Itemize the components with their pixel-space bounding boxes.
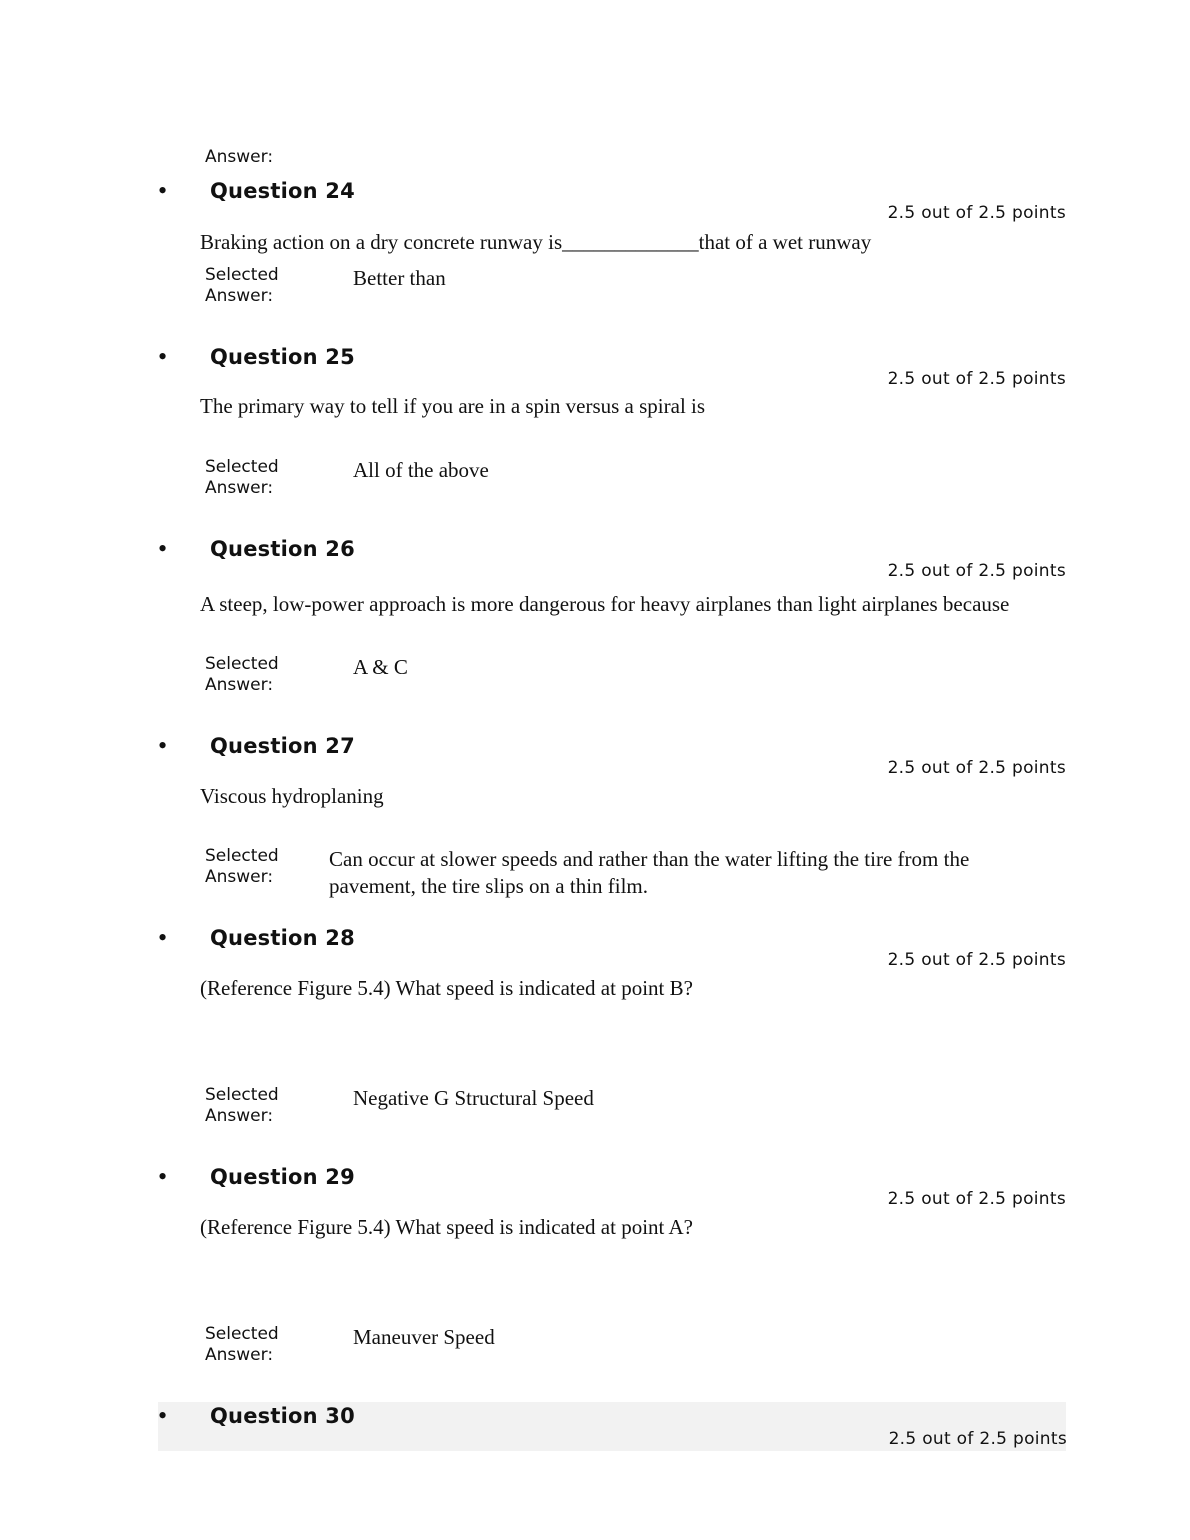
selected-answer-value: Better than bbox=[353, 266, 446, 290]
question-text: Viscous hydroplaning bbox=[200, 784, 384, 808]
question-block bbox=[158, 177, 1066, 317]
question-block bbox=[158, 924, 1066, 1134]
question-title: Question 30 bbox=[210, 1404, 355, 1428]
question-text: Braking action on a dry concrete runway is_____________that of a wet runway bbox=[200, 230, 872, 254]
question-title: Question 27 bbox=[210, 734, 355, 758]
question-text: (Reference Figure 5.4) What speed is indicated at point B? bbox=[200, 976, 693, 1000]
question-block bbox=[158, 732, 1066, 902]
question-header bbox=[158, 535, 1066, 591]
question-points: 2.5 out of 2.5 points bbox=[887, 561, 1066, 581]
selected-answer-label: Selected Answer: bbox=[205, 457, 279, 498]
selected-answer-label: Selected Answer: bbox=[205, 265, 279, 306]
bullet: • bbox=[158, 731, 168, 760]
bullet: • bbox=[158, 342, 168, 371]
selected-answer-label: Selected Answer: bbox=[205, 846, 279, 887]
question-text: (Reference Figure 5.4) What speed is indicated at point A? bbox=[200, 1215, 693, 1239]
bullet: • bbox=[158, 1162, 168, 1191]
question-points: 2.5 out of 2.5 points bbox=[887, 369, 1066, 389]
question-header bbox=[158, 924, 1066, 980]
selected-answer-value: A & C bbox=[353, 655, 408, 679]
question-block bbox=[158, 535, 1066, 695]
bullet: • bbox=[158, 534, 168, 563]
selected-answer-label: Selected Answer: bbox=[205, 1085, 279, 1126]
question-title: Question 25 bbox=[210, 345, 355, 369]
question-block bbox=[158, 343, 1066, 503]
question-points: 2.5 out of 2.5 points bbox=[888, 1429, 1067, 1449]
question-title: Question 28 bbox=[210, 926, 355, 950]
bullet: • bbox=[158, 1401, 168, 1430]
question-title: Question 24 bbox=[210, 179, 355, 203]
question-points: 2.5 out of 2.5 points bbox=[887, 1189, 1066, 1209]
question-text: A steep, low-power approach is more dangerous for heavy airplanes than light airplanes because bbox=[200, 592, 1010, 616]
previous-answer-label: Answer: bbox=[205, 147, 274, 167]
selected-answer-label: Selected Answer: bbox=[205, 1324, 279, 1365]
question-header bbox=[158, 177, 1066, 233]
selected-answer-value: Negative G Structural Speed bbox=[353, 1086, 594, 1110]
selected-answer-value: Maneuver Speed bbox=[353, 1325, 495, 1349]
question-header bbox=[158, 1402, 1066, 1451]
bullet: • bbox=[158, 923, 168, 952]
bullet: • bbox=[158, 176, 168, 205]
selected-answer-label: Selected Answer: bbox=[205, 654, 279, 695]
question-title: Question 29 bbox=[210, 1165, 355, 1189]
question-header bbox=[158, 343, 1066, 399]
question-points: 2.5 out of 2.5 points bbox=[887, 203, 1066, 223]
question-points: 2.5 out of 2.5 points bbox=[887, 758, 1066, 778]
selected-answer-value: All of the above bbox=[353, 458, 489, 482]
question-points: 2.5 out of 2.5 points bbox=[887, 950, 1066, 970]
selected-answer-value: Can occur at slower speeds and rather than the water lifting the tire from the pavement, the tire slips on a thin film. bbox=[329, 847, 970, 898]
question-text: The primary way to tell if you are in a spin versus a spiral is bbox=[200, 394, 706, 418]
question-header bbox=[158, 1163, 1066, 1219]
question-title: Question 26 bbox=[210, 537, 355, 561]
question-header bbox=[158, 732, 1066, 788]
question-block bbox=[158, 1402, 1066, 1451]
question-block bbox=[158, 1163, 1066, 1373]
